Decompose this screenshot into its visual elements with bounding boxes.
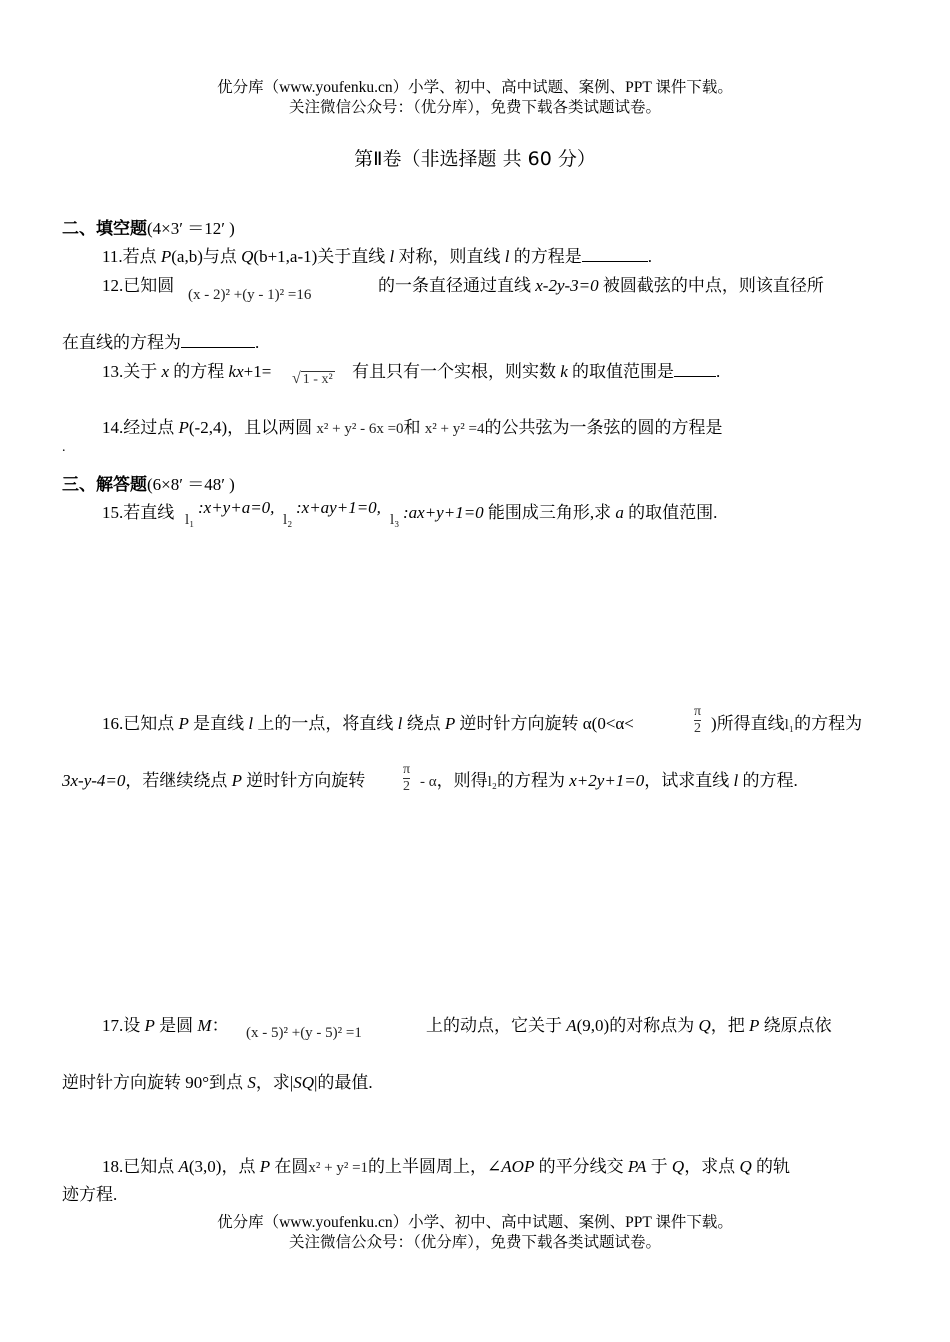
q11-point-q: Q	[241, 247, 254, 266]
question-16-line-1	[102, 709, 634, 734]
q14-text: 经过点	[123, 418, 179, 437]
q16-point-p: P	[231, 771, 243, 790]
q18-text: 在圆	[270, 1157, 309, 1176]
q16-text-continued	[711, 709, 862, 734]
q15-text: 能围成三角形,求	[483, 503, 616, 522]
question-13	[102, 357, 271, 382]
q16-text: 的方程.	[738, 771, 798, 790]
q16-fraction-pi-over-2	[694, 704, 701, 737]
section-label: 三、解答题	[62, 475, 147, 494]
q17-text-continued	[426, 1011, 832, 1036]
q11-text: 对称，则直线	[394, 247, 505, 266]
q16-line-l: l	[397, 714, 403, 733]
q18-point-coords: (3,0)	[188, 1157, 222, 1176]
q14-circle-1: x² + y² - 6x =0	[316, 421, 404, 437]
answer-blank[interactable]	[674, 361, 716, 377]
q13-text-continued	[352, 357, 720, 382]
q16-text: 的方程为	[794, 714, 863, 733]
q16-minus-alpha: - α	[420, 774, 437, 790]
q18-text: 于	[646, 1157, 672, 1176]
section-score: (6×8′ ＝48′ )	[147, 475, 235, 494]
q17-text: 上的动点，它关于	[426, 1016, 567, 1035]
q11-args1: (a,b)	[171, 247, 203, 266]
question-12-line-1	[102, 271, 174, 296]
q18-point-a: A	[178, 1157, 189, 1176]
section-score: (4×3′ ＝12′ )	[147, 219, 235, 238]
q17-text: 是圆	[154, 1016, 198, 1035]
q17-point-p: P	[144, 1016, 155, 1035]
q16-text: 已知点	[123, 714, 179, 733]
q16-text: 的方程为	[497, 771, 570, 790]
q16-text: ，则得	[436, 771, 488, 790]
question-11	[102, 242, 652, 267]
q17-point-a: A	[566, 1016, 577, 1035]
section-answer-heading	[62, 470, 235, 495]
q16-l1: l₁	[784, 717, 795, 733]
question-15	[102, 498, 174, 523]
q16-text: ，试求直线	[644, 771, 734, 790]
q14-text: 和	[403, 418, 425, 437]
fraction-denominator: 2	[694, 721, 702, 736]
q18-point-p: P	[259, 1157, 271, 1176]
header-line-1: 优分库（www.youfenku.cn）小学、初中、高中试题、案例、PPT 课件下载。	[217, 79, 733, 96]
q16-fraction-pi-over-2-second	[403, 762, 410, 795]
q12-end: .	[255, 333, 260, 352]
q17-point-q: Q	[698, 1016, 711, 1035]
answer-blank[interactable]	[582, 246, 648, 262]
q16-text: 是直线	[188, 714, 249, 733]
q15-text: 若直线	[123, 503, 175, 522]
q18-segment-pa: PA	[627, 1157, 647, 1176]
q12-text-continued	[378, 271, 824, 296]
q16-line-2-continued	[420, 766, 798, 791]
q14-point-coords: (-2,4)	[188, 418, 228, 437]
q17-text: ：	[211, 1016, 229, 1035]
q11-args2: (b+1,a-1)	[253, 247, 318, 266]
q17-point-coords: (9,0)	[576, 1016, 610, 1035]
q17-text: 设	[123, 1016, 145, 1035]
question-12-line-2	[62, 328, 259, 353]
fraction-numerator: π	[403, 762, 411, 777]
q13-text: 有且只有一个实根，则实数	[352, 362, 561, 381]
q15-var-a: a	[615, 503, 624, 522]
q16-text: 绕点	[402, 714, 445, 733]
page-title: 第Ⅱ卷（非选择题 共 60 分）	[354, 148, 596, 170]
q14-text: 的公共弦为一条弦的圆的方程是	[484, 418, 723, 437]
q13-var-x: x	[161, 362, 170, 381]
q18-text: ，求点	[684, 1157, 740, 1176]
question-number: 12.	[102, 276, 124, 295]
q18-text: ，点	[221, 1157, 260, 1176]
q17-text: 的对称点为	[609, 1016, 699, 1035]
q16-point-p: P	[444, 714, 456, 733]
question-number: 16.	[102, 714, 124, 733]
answer-blank[interactable]	[181, 332, 255, 348]
fraction-denominator: 2	[403, 779, 411, 794]
q17-text: |的最值.	[314, 1073, 373, 1092]
q15-l1: l₁	[185, 512, 195, 528]
footer-line-1: 优分库（www.youfenku.cn）小学、初中、高中试题、案例、PPT 课件下载。	[217, 1214, 733, 1231]
question-number: 17.	[102, 1016, 124, 1035]
question-number: 14.	[102, 418, 124, 437]
q18-circle-equation: x² + y² =1	[308, 1160, 369, 1176]
q15-eq1-text: :x+y+a=0,	[198, 498, 275, 517]
q13-text: +1=	[243, 362, 272, 381]
question-16-line-2	[62, 766, 365, 791]
q11-end: .	[647, 247, 653, 266]
question-18-line-1	[102, 1152, 790, 1177]
q14-circle-2: x² + y² =4	[424, 421, 485, 437]
q15-eq3-and-text	[403, 498, 717, 523]
header-line-2: 关注微信公众号：（优分库），免费下载各类试题试卷。	[288, 99, 661, 116]
q11-text: 与点	[202, 247, 242, 266]
q16-text: )所得直线	[711, 714, 785, 733]
sqrt-icon: √	[292, 370, 301, 387]
q13-sqrt-expression	[292, 370, 335, 388]
fraction-numerator: π	[694, 704, 702, 719]
q15-l2: l₂	[283, 512, 293, 528]
q17-text: 绕原点依	[759, 1016, 832, 1035]
q12-text: 在直线的方程为	[62, 333, 181, 352]
q18-text: 已知点	[123, 1157, 179, 1176]
q17-text: ，求|	[255, 1073, 294, 1092]
q15-eq3-text: :ax+y+1=0	[403, 503, 484, 522]
q11-point-p: P	[160, 247, 172, 266]
q12-text: 已知圆	[123, 276, 175, 295]
q17-circle-equation: (x - 5)² +(y - 5)² =1	[246, 1025, 362, 1041]
q18-text: 的轨	[751, 1157, 790, 1176]
q13-radicand: 1 - x²	[302, 372, 333, 387]
q11-text: 若点	[122, 247, 161, 266]
q11-text: 的方程是	[509, 247, 582, 266]
question-number: 18.	[102, 1157, 124, 1176]
q12-circle-equation: (x - 2)² +(y - 1)² =16	[188, 287, 312, 303]
q16-l2: l₂	[487, 774, 498, 790]
question-18-line-2: 迹方程.	[62, 1185, 118, 1204]
q17-point-p: P	[749, 1016, 760, 1035]
q14-end: .	[62, 440, 66, 455]
q12-text: 被圆截弦的中点，则该直径所	[598, 276, 824, 295]
q13-text: 的取值范围是	[567, 362, 675, 381]
q16-equation-1: 3x-y-4=0	[62, 771, 126, 790]
q14-point-p: P	[178, 418, 189, 437]
question-number: 11.	[102, 247, 123, 266]
q15-eq1	[198, 498, 274, 518]
q15-eq2-text: :x+ay+1=0,	[296, 498, 381, 517]
section-label: 二、填空题	[62, 219, 147, 238]
q16-point-p: P	[178, 714, 189, 733]
q17-point-s: S	[247, 1073, 256, 1092]
q17-circle-m: M	[197, 1016, 212, 1035]
q12-text: 的一条直径通过直线	[378, 276, 536, 295]
q18-angle-aop: AOP	[501, 1157, 535, 1176]
q18-text: 的上半圆周上，∠	[368, 1157, 502, 1176]
question-14	[102, 413, 888, 438]
q11-line-l: l	[389, 247, 395, 266]
q16-text: 逆时针方向旋转	[242, 771, 366, 790]
q16-text: 逆时针方向旋转 α(0<α<	[455, 714, 634, 733]
q13-end: .	[716, 362, 721, 381]
q18-point-q: Q	[671, 1157, 685, 1176]
section-fill-in-heading	[62, 214, 235, 239]
q14-text: ，且以两圆	[227, 418, 317, 437]
q11-text: 关于直线	[317, 247, 390, 266]
footer-line-2: 关注微信公众号：（优分库），免费下载各类试题试卷。	[288, 1234, 661, 1251]
question-17-line-2	[62, 1068, 373, 1093]
q15-text: 的取值范围.	[623, 503, 718, 522]
q13-text: 的方程	[169, 362, 229, 381]
q17-text: ，把	[710, 1016, 749, 1035]
question-number: 13.	[102, 362, 124, 381]
q17-segment-sq: SQ	[293, 1073, 314, 1092]
q18-text: 的平分线交	[534, 1157, 628, 1176]
q13-kx: kx	[228, 362, 244, 381]
q12-line-equation: x-2y-3=0	[535, 276, 599, 295]
q16-line-l: l	[733, 771, 739, 790]
q13-text: 关于	[123, 362, 162, 381]
q18-point-q: Q	[739, 1157, 752, 1176]
q15-l3: l₃	[390, 512, 400, 528]
question-17-line-1	[102, 1011, 229, 1036]
q16-equation-2: x+2y+1=0	[569, 771, 645, 790]
q16-line-l: l	[248, 714, 254, 733]
q16-text: ，若继续绕点	[125, 771, 232, 790]
q17-text: 逆时针方向旋转 90°到点	[62, 1073, 248, 1092]
q11-line-l: l	[504, 247, 510, 266]
q16-text: 上的一点，将直线	[253, 714, 398, 733]
q15-eq2	[296, 498, 381, 518]
question-number: 15.	[102, 503, 124, 522]
q13-var-k: k	[560, 362, 568, 381]
